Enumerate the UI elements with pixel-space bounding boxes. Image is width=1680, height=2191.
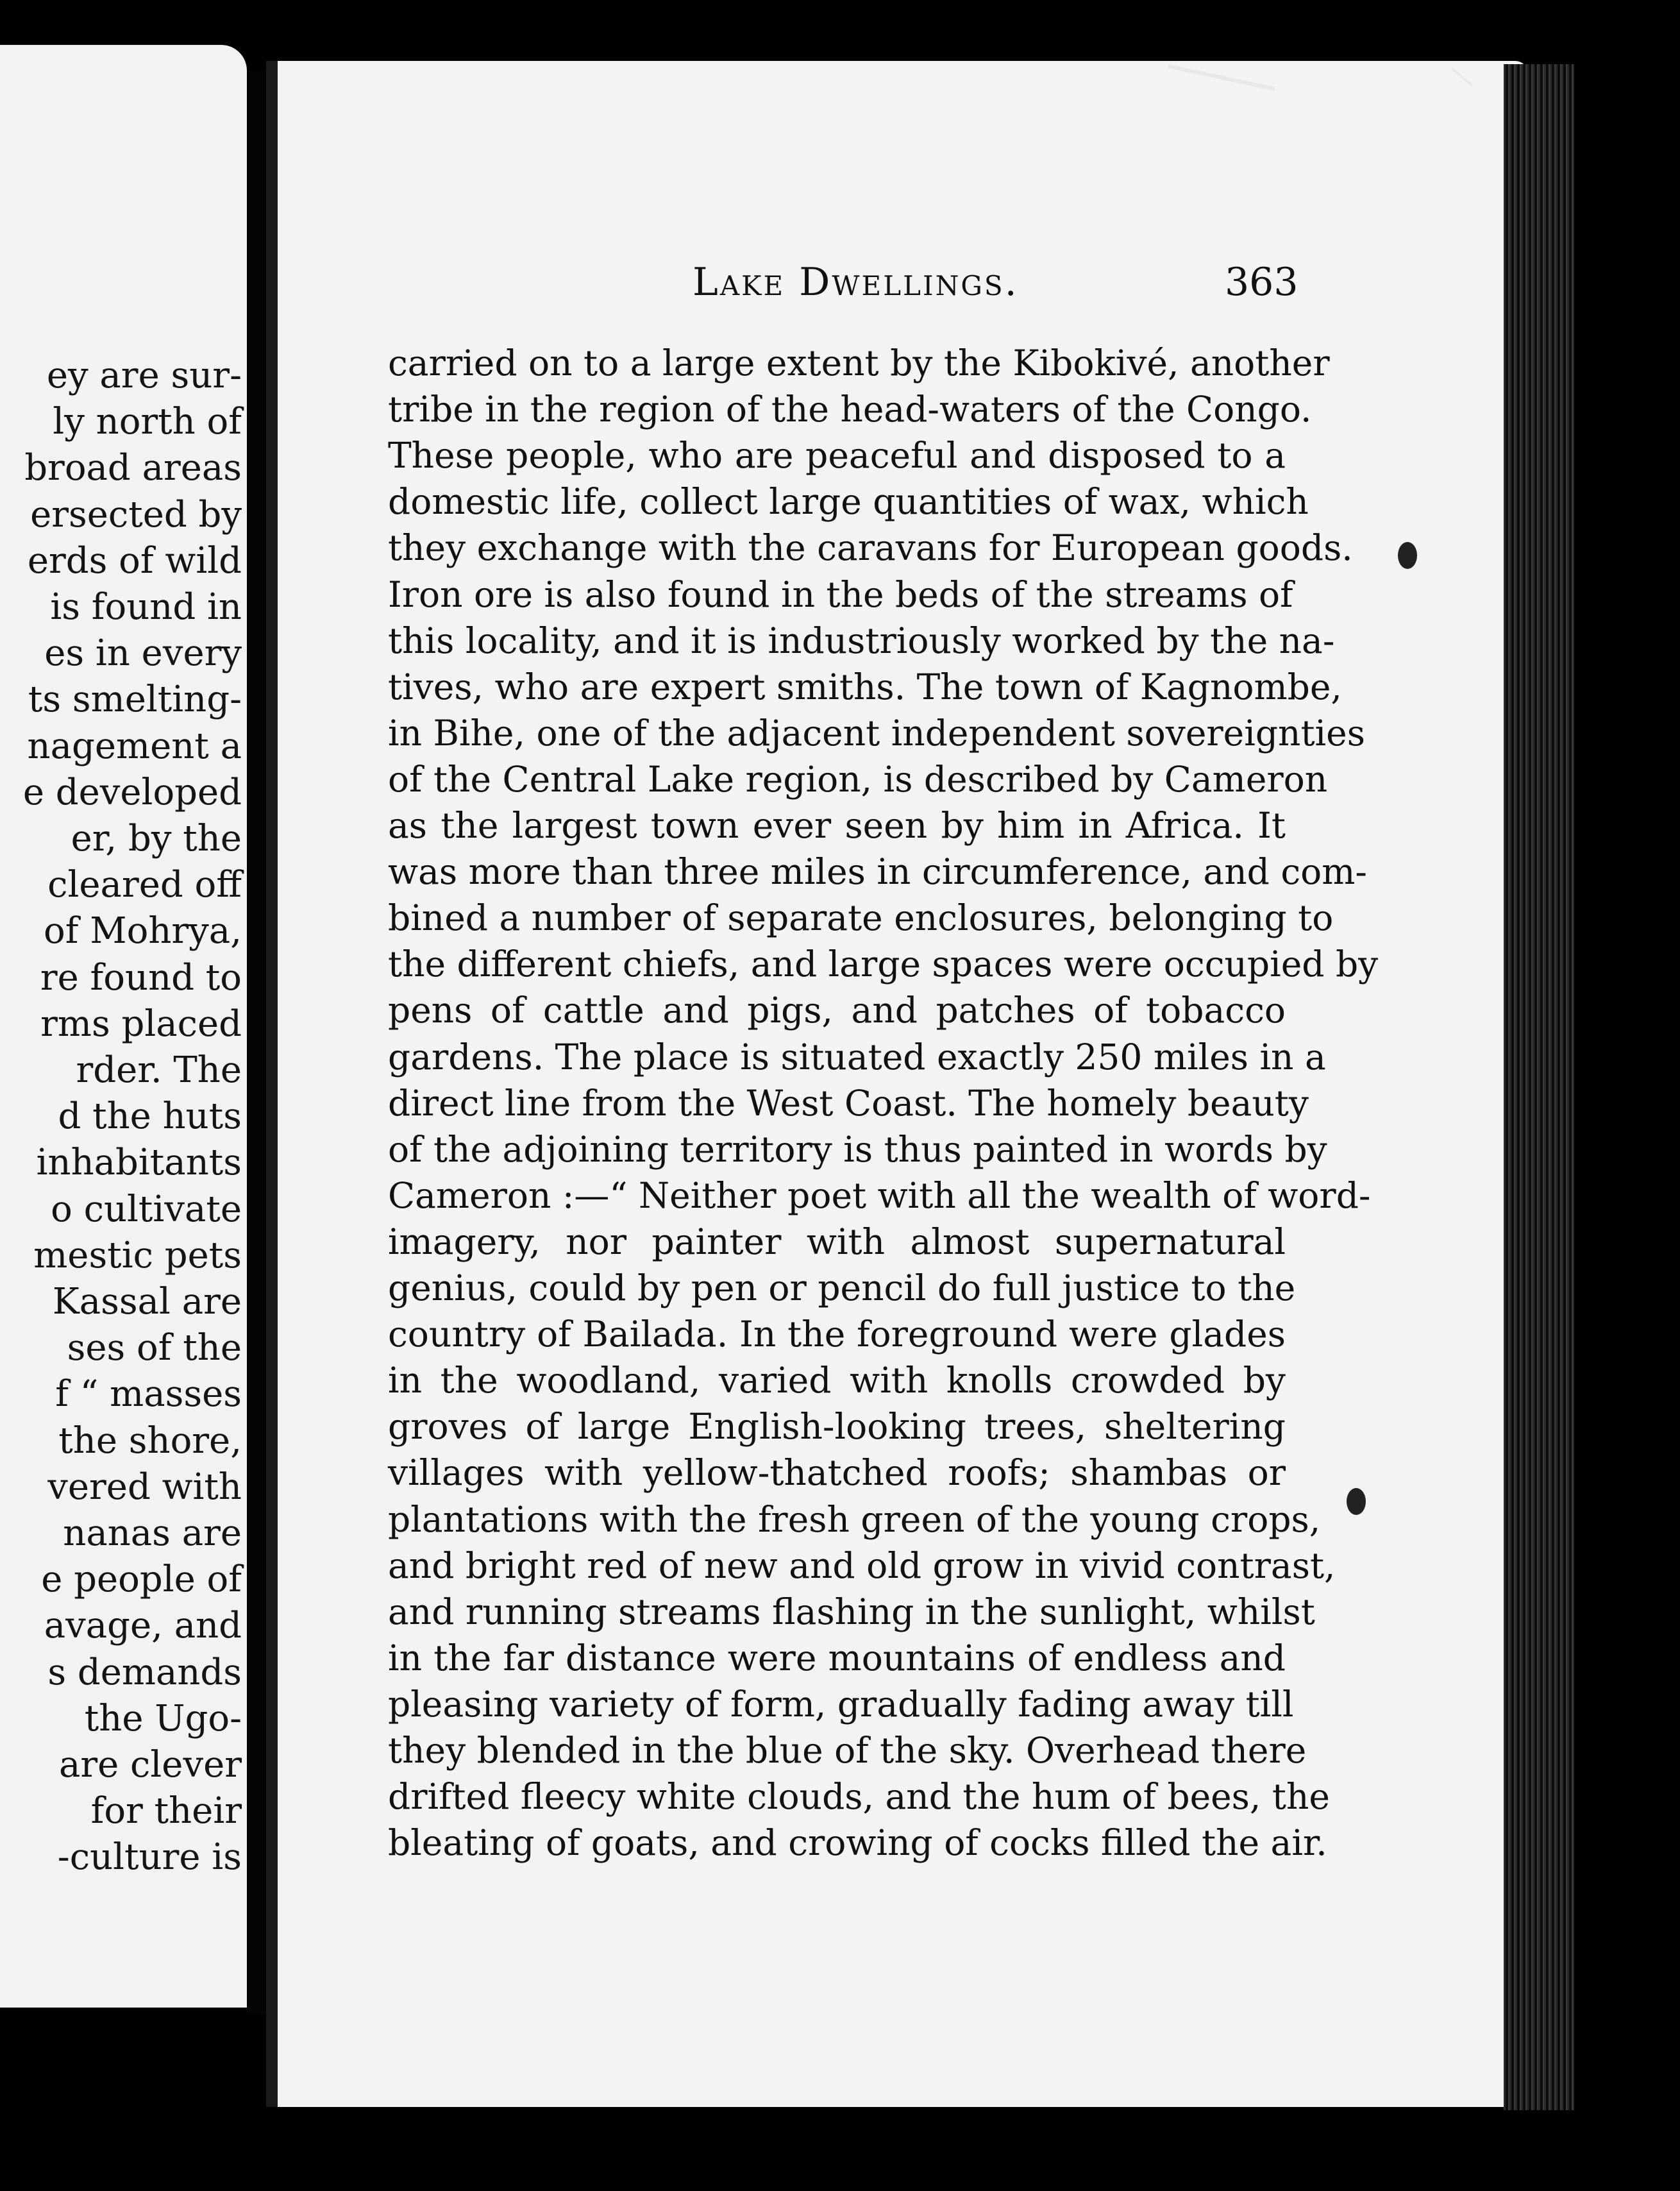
body-text-line: imagery, nor painter with almost supernatural <box>388 1221 1286 1262</box>
left-page-line: re found to <box>40 956 242 999</box>
body-text-line: pleasing variety of form, gradually fading away till <box>388 1683 1294 1725</box>
left-page-line: -culture is <box>57 1836 242 1879</box>
body-text-line: tives, who are expert smiths. The town of Kagnombe, <box>388 666 1342 707</box>
body-text-line: as the largest town ever seen by him in Africa. It <box>388 805 1286 846</box>
left-page-line: s demands <box>47 1651 242 1693</box>
left-page-line: Kassal are <box>52 1281 242 1323</box>
left-page-line: ts smelting- <box>28 679 242 721</box>
left-page-line: mestic pets <box>33 1234 242 1276</box>
body-text-line: the different chiefs, and large spaces were occupied by <box>388 943 1379 985</box>
left-page-line: e people of <box>41 1559 242 1601</box>
left-page-line: o cultivate <box>51 1188 242 1230</box>
left-page-line: broad areas <box>24 447 242 489</box>
left-page-line: are clever <box>58 1744 242 1786</box>
body-text-line: Cameron :—“ Neither poet with all the wealth of word- <box>388 1174 1371 1216</box>
body-text-line: tribe in the region of the head-waters of the Congo. <box>388 389 1312 430</box>
left-page-line: ly north of <box>53 401 242 443</box>
left-page-line: rms placed <box>40 1002 242 1045</box>
running-head-text: Lake Dwellings. <box>693 260 1019 305</box>
left-page-line: nanas are <box>63 1512 242 1554</box>
body-text-line: and bright red of new and old grow in vivid contrast, <box>388 1544 1336 1586</box>
left-page-line: f “ masses <box>55 1373 242 1416</box>
binding-hole-upper <box>1398 542 1417 569</box>
body-text-line: in Bihe, one of the adjacent independent sovereignties <box>388 712 1365 754</box>
page-number: 363 <box>1225 260 1298 305</box>
body-text-line: in the woodland, varied with knolls crowded by <box>388 1360 1286 1401</box>
left-page-line: is found in <box>50 586 242 628</box>
left-page-line: for their <box>90 1790 242 1832</box>
body-text-line: Iron ore is also found in the beds of the streams of <box>388 573 1293 615</box>
left-page-line: of Mohrya, <box>44 910 242 952</box>
left-page-line: cleared off <box>47 864 242 906</box>
body-text-line: gardens. The place is situated exactly 250 miles in a <box>388 1036 1326 1078</box>
left-page-line: nagement a <box>27 725 242 767</box>
body-text-line: genius, could by pen or pencil do full justice to the <box>388 1267 1296 1308</box>
body-text-line: villages with yellow-thatched roofs; shambas or <box>388 1452 1286 1494</box>
left-page-line: ersected by <box>30 493 242 536</box>
body-text-line: they exchange with the caravans for European goods. <box>388 527 1353 569</box>
body-text-line: and running streams flashing in the sunlight, whilst <box>388 1591 1315 1632</box>
left-page-line: er, by the <box>71 818 242 859</box>
body-text-line: of the adjoining territory is thus painted in words by <box>388 1128 1327 1170</box>
left-page-line: rder. The <box>76 1049 242 1091</box>
body-text-line: this locality, and it is industriously worked by the na- <box>388 620 1335 661</box>
body-text-line: drifted fleecy white clouds, and the hum of bees, the <box>388 1776 1330 1818</box>
body-text-line: direct line from the West Coast. The homely beauty <box>388 1082 1309 1124</box>
left-page-line: the Ugo- <box>84 1697 242 1739</box>
left-page-line: the shore, <box>58 1419 242 1462</box>
body-text-line: These people, who are peaceful and disposed to a <box>388 435 1286 477</box>
body-text-line: domestic life, collect large quantities of wax, which <box>388 481 1309 523</box>
left-page-line: ey are sur- <box>46 355 242 396</box>
body-text-line: was more than three miles in circumference, and com- <box>388 851 1367 893</box>
page-edges <box>1504 64 1574 2110</box>
left-page-line: d the huts <box>58 1096 242 1138</box>
binding-hole-lower <box>1347 1488 1366 1515</box>
running-head <box>693 260 1019 305</box>
left-page-line: e developed <box>22 771 242 813</box>
body-text-line: bined a number of separate enclosures, belonging to <box>388 897 1334 939</box>
body-text-line: of the Central Lake region, is described by Cameron <box>388 758 1328 800</box>
body-text-line: in the far distance were mountains of endless and <box>388 1637 1286 1679</box>
body-text-line: they blended in the blue of the sky. Overhead there <box>388 1730 1307 1771</box>
body-text-line: pens of cattle and pigs, and patches of tobacco <box>388 990 1286 1031</box>
body-text-line: plantations with the fresh green of the young crops, <box>388 1498 1321 1540</box>
body-text-line: bleating of goats, and crowing of cocks filled the air. <box>388 1822 1327 1864</box>
left-page <box>0 45 247 2008</box>
left-page-line: es in every <box>44 632 242 675</box>
body-text-line: groves of large English-looking trees, sheltering <box>388 1406 1286 1448</box>
left-page-line: ses of the <box>67 1327 242 1369</box>
body-text-line: carried on to a large extent by the Kibokivé, another <box>388 343 1330 384</box>
left-page-line: erds of wild <box>27 539 242 582</box>
left-page-line: avage, and <box>44 1605 242 1647</box>
body-text-line: country of Bailada. In the foreground were glades <box>388 1314 1286 1355</box>
left-page-line: inhabitants <box>36 1142 242 1184</box>
left-page-line: vered with <box>47 1466 242 1508</box>
